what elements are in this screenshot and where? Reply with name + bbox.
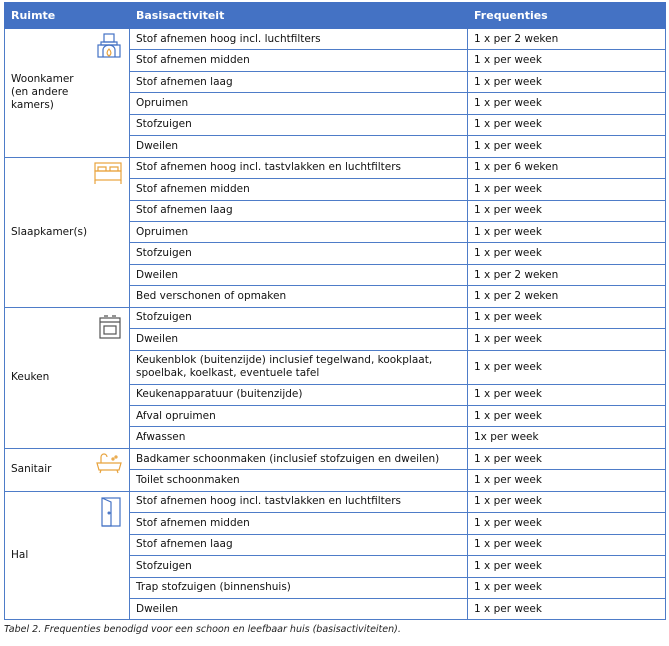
frequency-cell: 1 x per week	[468, 200, 666, 221]
activity-cell: Stof afnemen midden	[130, 513, 468, 534]
frequency-cell: 1 x per week	[468, 243, 666, 264]
room-cell	[5, 157, 130, 307]
activity-cell: Badkamer schoonmaken (inclusief stofzuigen en dweilen)	[130, 448, 468, 469]
frequency-cell: 1 x per week	[468, 136, 666, 157]
bathtub-icon	[95, 453, 123, 479]
activity-cell: Dweilen	[130, 329, 468, 350]
frequency-cell: 1 x per 2 weken	[468, 29, 666, 50]
activity-cell: Toilet schoonmaken	[130, 470, 468, 491]
activity-cell: Stof afnemen midden	[130, 50, 468, 71]
activity-cell: Dweilen	[130, 136, 468, 157]
frequency-cell: 1 x per week	[468, 470, 666, 491]
frequency-cell: 1 x per week	[468, 513, 666, 534]
frequency-cell: 1 x per 2 weken	[468, 264, 666, 285]
frequency-cell: 1 x per week	[468, 71, 666, 92]
frequency-cell: 1 x per week	[468, 406, 666, 427]
activity-cell: Stofzuigen	[130, 556, 468, 577]
room-name: Hal	[11, 549, 29, 562]
table-row	[5, 157, 666, 178]
activity-cell: Keukenapparatuur (buitenzijde)	[130, 384, 468, 405]
activity-cell: Bed verschonen of opmaken	[130, 286, 468, 307]
door-icon	[99, 496, 123, 532]
room-cell	[5, 448, 130, 491]
frequency-cell: 1 x per week	[468, 221, 666, 242]
room-name: Woonkamer (en andere kamers)	[11, 73, 74, 112]
activity-cell: Stofzuigen	[130, 307, 468, 328]
activity-cell: Afval opruimen	[130, 406, 468, 427]
table-row	[5, 307, 666, 328]
activity-cell: Keukenblok (buitenzijde) inclusief tegelwand, kookplaat, spoelbak, koelkast, eventuele tafel	[130, 350, 468, 384]
header-room: Ruimte	[5, 3, 130, 29]
room-cell	[5, 307, 130, 448]
table-header-row	[5, 3, 666, 29]
stove-icon	[97, 312, 123, 344]
activity-cell: Stofzuigen	[130, 114, 468, 135]
table-caption: Tabel 2. Frequenties benodigd voor een schoon en leefbaar huis (basisactiviteiten).	[4, 624, 401, 635]
frequency-cell: 1 x per week	[468, 350, 666, 384]
room-name: Sanitair	[11, 463, 52, 476]
activity-cell: Stof afnemen hoog incl. tastvlakken en luchtfilters	[130, 491, 468, 512]
frequency-cell: 1 x per 2 weken	[468, 286, 666, 307]
activity-cell: Stof afnemen midden	[130, 179, 468, 200]
activity-cell: Opruimen	[130, 221, 468, 242]
frequency-table	[4, 2, 666, 620]
fireplace-icon	[95, 33, 123, 63]
frequency-cell: 1 x per week	[468, 50, 666, 71]
table-body	[5, 29, 666, 620]
frequency-cell: 1 x per week	[468, 179, 666, 200]
frequency-cell: 1 x per week	[468, 93, 666, 114]
frequency-cell: 1 x per week	[468, 577, 666, 598]
table-row	[5, 29, 666, 50]
frequency-cell: 1 x per week	[468, 448, 666, 469]
frequency-cell: 1 x per week	[468, 491, 666, 512]
activity-cell: Stof afnemen laag	[130, 534, 468, 555]
activity-cell: Stofzuigen	[130, 243, 468, 264]
activity-cell: Trap stofzuigen (binnenshuis)	[130, 577, 468, 598]
activity-cell: Stof afnemen hoog incl. luchtfilters	[130, 29, 468, 50]
activity-cell: Afwassen	[130, 427, 468, 448]
frequency-cell: 1 x per week	[468, 598, 666, 619]
frequency-cell: 1 x per week	[468, 556, 666, 577]
room-cell	[5, 29, 130, 158]
room-name: Keuken	[11, 371, 50, 384]
header-activity: Basisactiviteit	[130, 3, 468, 29]
frequency-cell: 1 x per week	[468, 384, 666, 405]
table-row	[5, 448, 666, 469]
bed-icon	[93, 162, 123, 190]
frequency-cell: 1x per week	[468, 427, 666, 448]
frequency-cell: 1 x per 6 weken	[468, 157, 666, 178]
activity-cell: Stof afnemen hoog incl. tastvlakken en luchtfilters	[130, 157, 468, 178]
frequency-cell: 1 x per week	[468, 534, 666, 555]
table-row	[5, 491, 666, 512]
activity-cell: Dweilen	[130, 598, 468, 619]
frequency-cell: 1 x per week	[468, 307, 666, 328]
activity-cell: Stof afnemen laag	[130, 71, 468, 92]
activity-cell: Stof afnemen laag	[130, 200, 468, 221]
frequency-cell: 1 x per week	[468, 114, 666, 135]
frequency-cell: 1 x per week	[468, 329, 666, 350]
activity-cell: Dweilen	[130, 264, 468, 285]
activity-cell: Opruimen	[130, 93, 468, 114]
room-cell	[5, 491, 130, 620]
header-frequency: Frequenties	[468, 3, 666, 29]
room-name: Slaapkamer(s)	[11, 225, 88, 238]
